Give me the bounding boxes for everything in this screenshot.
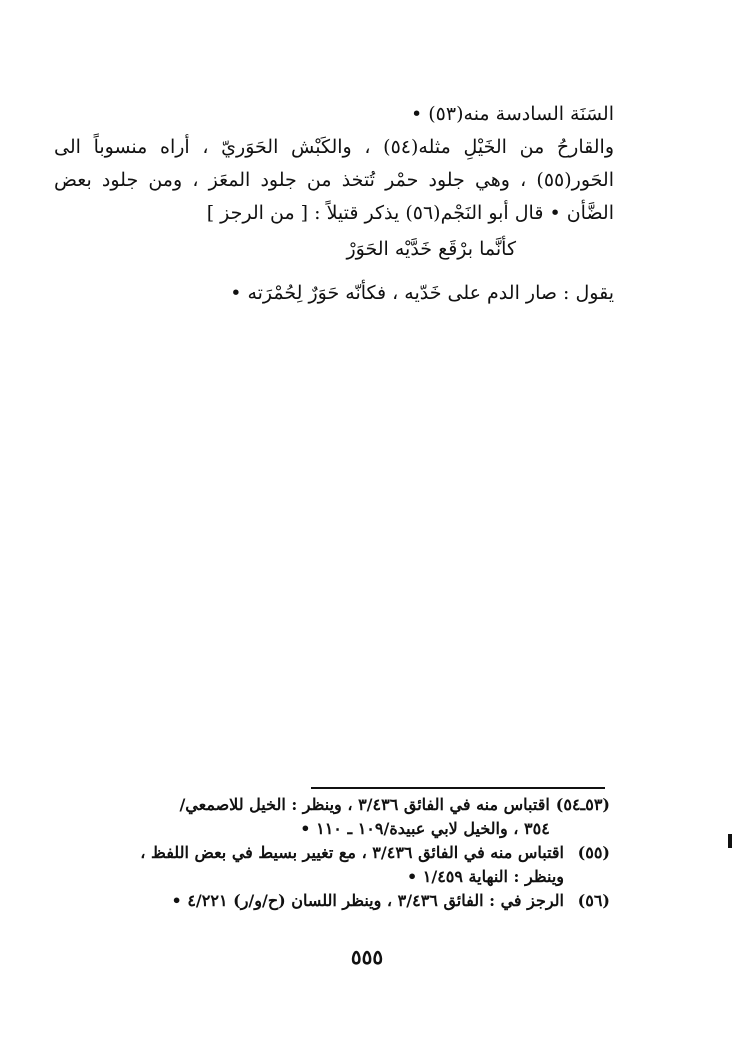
page-number: ٥٥٥ xyxy=(350,945,384,969)
margin-mark xyxy=(728,834,732,848)
footnote-line: اقتباس منه في الفائق ٣/٤٣٦ ، مع تغيير بسيط في بعض اللفظ ، xyxy=(140,843,564,862)
footnote-line: الرجز في : الفائق ٣/٤٣٦ ، وينظر اللسان (ح/و/ر) ٤/٢٢١ • xyxy=(171,891,564,910)
main-paragraph: والقارحُ من الخَيْلِ مثله(٥٤) ، والكَبْش الحَوَريّ ، أراه منسوباً الى الحَور(٥٥) ، وهي جلود حمْر تُتخذ من جلود المعَز ، ومن جلود بعض الضَّأن • قال أبو النَجْم(٥٦) يذكر قتيلاً : [ من الرجز ] xyxy=(54,136,614,224)
footnote-text xyxy=(80,841,570,889)
footnote-line: وينظر : النهاية ١/٤٥٩ • xyxy=(406,867,564,886)
verse-explanation: يقول : صار الدم على خَدّيه ، فكأنّه حَوَرٌ لِحُمْرَته • xyxy=(230,282,614,304)
verse-line: كأنَّما برْقَع خَدَّيْه الحَوَرْ xyxy=(346,238,516,260)
footnote-line: ٣٥٤ ، والخيل لابي عبيدة/١٠٩ ـ ١١٠ • xyxy=(300,819,550,838)
footnote-text xyxy=(80,793,556,841)
footnote-separator xyxy=(311,787,605,789)
footnote-55 xyxy=(80,841,610,889)
footnote-number: (٥٦) xyxy=(577,891,610,910)
main-line-1: السَنَة السادسة منه(٥٣) • xyxy=(411,103,614,125)
footnotes xyxy=(80,793,610,913)
footnote-56 xyxy=(80,889,610,913)
footnote-line: اقتباس منه في الفائق ٣/٤٣٦ ، وينظر : الخيل للاصمعي/ xyxy=(179,795,550,814)
main-text-block xyxy=(54,98,614,230)
footnote-53-54 xyxy=(80,793,610,841)
footnote-number: (٥٣ـ٥٤) xyxy=(555,795,610,814)
footnote-number: (٥٥) xyxy=(577,843,610,862)
footnote-text xyxy=(80,889,570,913)
